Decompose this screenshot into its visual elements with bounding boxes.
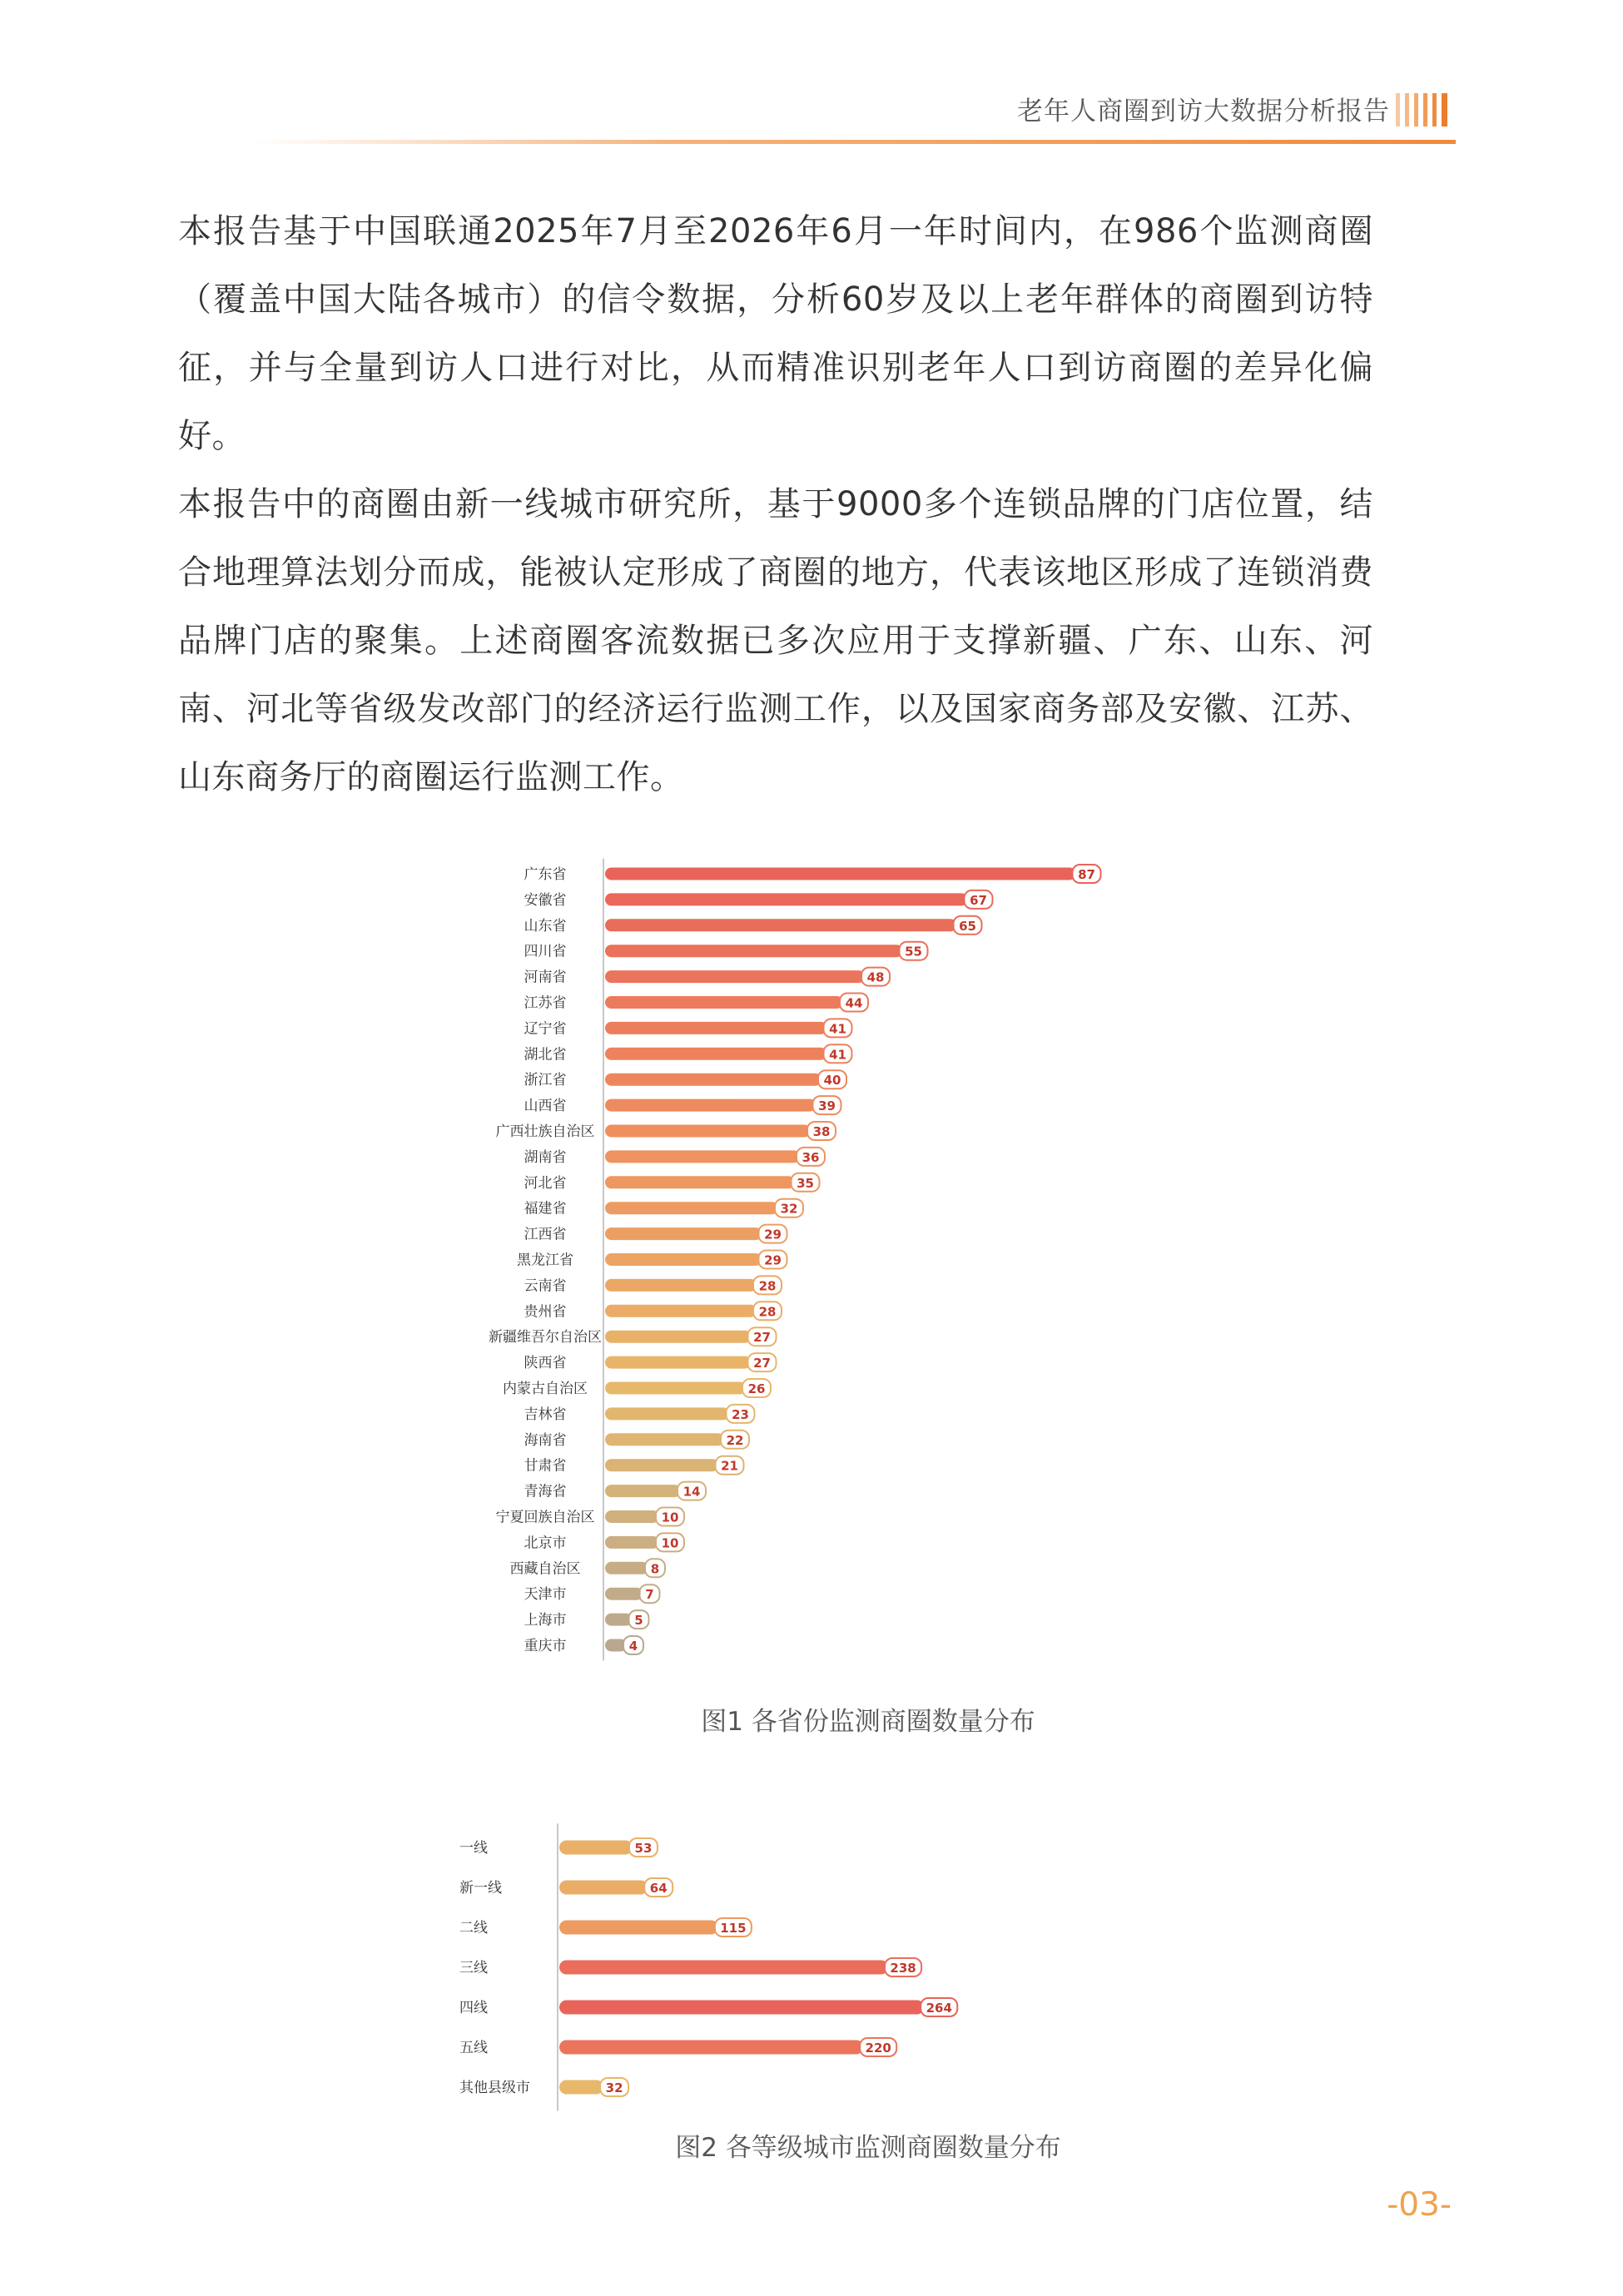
- bar: [605, 1125, 811, 1138]
- data-label: 39: [818, 1098, 836, 1114]
- category-label: 湖北省: [524, 1046, 567, 1064]
- data-label: 41: [829, 1021, 846, 1037]
- category-label: 河南省: [524, 969, 567, 986]
- bar: [605, 1536, 659, 1549]
- category-label: 四线: [459, 2000, 488, 2016]
- bar: [559, 1881, 648, 1895]
- bar: [605, 1459, 719, 1471]
- category-label: 江西省: [524, 1226, 567, 1243]
- category-label: 其他县级市: [459, 2080, 530, 2096]
- category-label: 山西省: [524, 1098, 567, 1115]
- category-label: 四川省: [524, 943, 567, 960]
- data-label: 55: [905, 944, 922, 960]
- bar: [605, 1048, 827, 1060]
- category-label: 宁夏回族自治区: [495, 1509, 595, 1526]
- data-label: 29: [764, 1252, 782, 1268]
- bar: [559, 1961, 888, 1975]
- category-label: 重庆市: [524, 1638, 567, 1654]
- bar: [605, 945, 903, 957]
- bar: [605, 868, 1076, 880]
- bar: [605, 1099, 816, 1112]
- bar: [605, 1074, 821, 1086]
- data-label: 27: [753, 1356, 771, 1371]
- data-label: 238: [890, 1961, 916, 1976]
- bar: [605, 1176, 795, 1188]
- data-label: 7: [645, 1587, 654, 1603]
- category-label: 云南省: [524, 1277, 567, 1295]
- category-label: 陕西省: [524, 1355, 567, 1372]
- category-label: 北京市: [524, 1535, 567, 1552]
- data-label: 115: [720, 1921, 747, 1936]
- bar: [559, 1921, 718, 1935]
- data-label: 32: [780, 1201, 798, 1217]
- data-label: 26: [747, 1381, 766, 1396]
- bar: [605, 970, 865, 983]
- data-label: 38: [812, 1124, 831, 1139]
- category-label: 甘肃省: [524, 1457, 567, 1475]
- province-chart-svg: [433, 845, 1182, 1660]
- bar: [605, 1150, 800, 1163]
- bar: [605, 1433, 724, 1446]
- page-number: -03-: [1387, 2186, 1452, 2224]
- category-label: 浙江省: [524, 1072, 567, 1089]
- city-tier-chart-svg: [433, 1798, 1265, 2096]
- data-label: 22: [726, 1432, 744, 1448]
- bar: [605, 1279, 757, 1292]
- province-chart-caption: 图1 各省份监测商圈数量分布: [701, 1707, 1035, 1737]
- data-label: 65: [959, 918, 976, 934]
- data-label: 264: [926, 2001, 952, 2016]
- category-label: 西藏自治区: [509, 1560, 581, 1578]
- bar: [605, 1356, 752, 1369]
- data-label: 8: [650, 1561, 660, 1577]
- header-divider: [254, 140, 1456, 144]
- page-header: [0, 0, 1623, 150]
- category-label: 上海市: [524, 1612, 567, 1629]
- bar: [605, 1202, 778, 1214]
- category-label: 三线: [459, 1960, 488, 1976]
- province-chart: [433, 845, 1182, 1660]
- category-label: 新疆维吾尔自治区: [489, 1329, 602, 1346]
- category-label: 江苏省: [524, 994, 567, 1012]
- category-label: 黑龙江省: [517, 1252, 573, 1269]
- bar: [605, 996, 843, 1009]
- data-label: 48: [866, 969, 885, 985]
- bar: [605, 1510, 659, 1523]
- bar: [605, 1022, 827, 1034]
- bar: [605, 893, 968, 905]
- category-label: 二线: [459, 1920, 488, 1936]
- data-label: 28: [758, 1304, 777, 1320]
- data-label: 36: [802, 1149, 820, 1165]
- bar: [605, 1588, 643, 1600]
- data-label: 35: [797, 1175, 814, 1191]
- category-label: 安徽省: [524, 891, 567, 909]
- category-label: 吉林省: [524, 1406, 567, 1423]
- data-label: 32: [605, 2080, 623, 2095]
- bar: [605, 1227, 762, 1240]
- bar: [605, 1407, 730, 1420]
- bar: [605, 1305, 757, 1317]
- category-label: 天津市: [524, 1586, 567, 1604]
- paragraph-methodology: 本报告中的商圈由新一线城市研究所，基于9000多个连锁品牌的门店位置，结合地理算法划分而成，能被认定形成了商圈的地方，代表该地区形成了连锁消费品牌门店的聚集。上述商圈客流数据已多次应用于支撑新疆、广东、山东、河南、河北等省级发改部门的经济运行监测工作，以及国家商务部及安徽、江苏、山东商务厅的商圈运行监测工作。: [178, 485, 1373, 796]
- bar: [559, 2001, 924, 2015]
- category-label: 新一线: [459, 1880, 502, 1897]
- data-label: 10: [661, 1510, 679, 1525]
- category-label: 贵州省: [524, 1303, 567, 1321]
- data-label: 10: [661, 1535, 679, 1551]
- data-label: 5: [634, 1613, 643, 1629]
- category-label: 广西壮族自治区: [495, 1123, 595, 1140]
- category-label: 湖南省: [524, 1148, 567, 1166]
- data-label: 64: [649, 1881, 668, 1896]
- data-label: 4: [628, 1639, 638, 1654]
- data-label: 87: [1078, 867, 1095, 882]
- header-stripes-icon: [1396, 93, 1456, 126]
- data-label: 14: [682, 1484, 701, 1500]
- city-tier-chart-caption: 图2 各等级城市监测商圈数量分布: [675, 2133, 1061, 2163]
- category-label: 河北省: [524, 1174, 567, 1192]
- bar: [605, 1382, 746, 1395]
- bar: [559, 1841, 633, 1855]
- data-label: 27: [753, 1330, 771, 1346]
- category-label: 海南省: [524, 1431, 567, 1449]
- category-label: 内蒙古自治区: [503, 1381, 588, 1397]
- category-label: 青海省: [524, 1483, 567, 1500]
- bar: [605, 1562, 648, 1574]
- data-label: 53: [634, 1841, 653, 1856]
- data-label: 23: [732, 1406, 749, 1422]
- category-label: 五线: [459, 2040, 488, 2056]
- city-tier-chart: [433, 1798, 1265, 2096]
- category-label: 广东省: [524, 866, 567, 883]
- data-label: 220: [865, 2041, 891, 2055]
- category-label: 一线: [459, 1840, 488, 1857]
- bar: [605, 1253, 762, 1266]
- bar: [559, 2041, 863, 2055]
- report-title: 老年人商圈到访大数据分析报告: [1017, 97, 1390, 126]
- report-body: [178, 197, 1373, 811]
- category-label: 辽宁省: [524, 1020, 567, 1038]
- bar: [605, 919, 957, 931]
- data-label: 67: [970, 892, 987, 908]
- category-label: 山东省: [524, 917, 567, 935]
- bar: [559, 2080, 603, 2095]
- data-label: 40: [823, 1073, 841, 1088]
- data-label: 28: [758, 1278, 777, 1294]
- data-label: 29: [764, 1227, 782, 1242]
- data-label: 44: [845, 995, 863, 1011]
- paragraph-data-source: 本报告基于中国联通2025年7月至2026年6月一年时间内，在986个监测商圈（覆盖中国大陆各城市）的信令数据，分析60岁及以上老年群体的商圈到访特征，并与全量到访人口进行对比，从而精准识别老年人口到访商圈的差异化偏好。: [178, 212, 1373, 455]
- bar: [605, 1331, 752, 1343]
- bar: [605, 1485, 681, 1497]
- category-label: 福建省: [524, 1200, 567, 1217]
- data-label: 41: [829, 1047, 846, 1063]
- data-label: 21: [721, 1458, 738, 1474]
